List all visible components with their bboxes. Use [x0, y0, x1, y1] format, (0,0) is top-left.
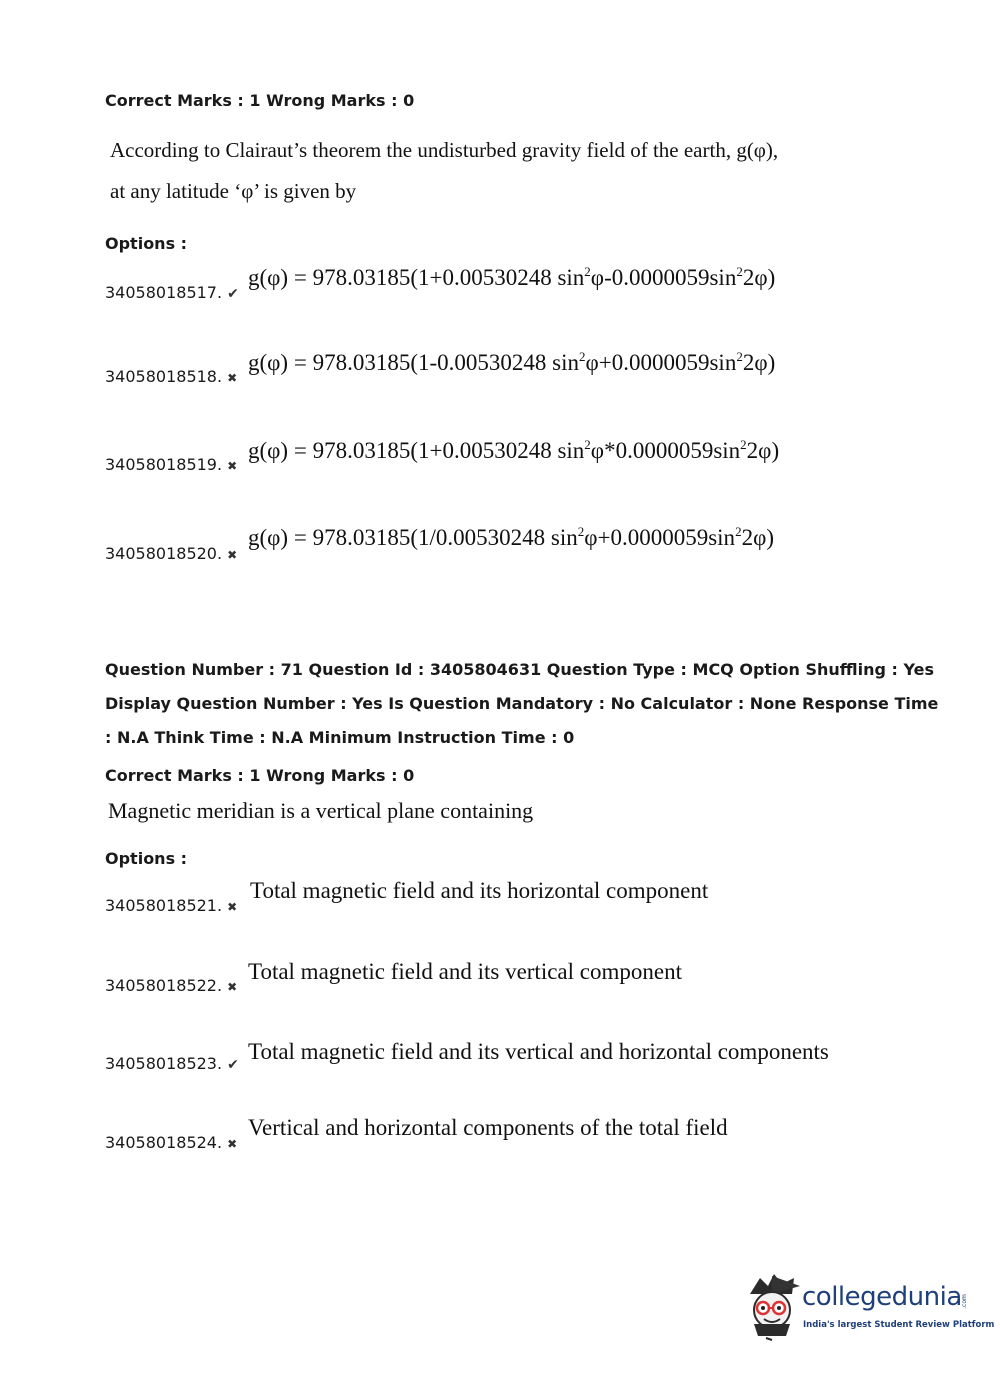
- q70-question: [110, 130, 778, 212]
- option-formula: g(φ) = 978.03185(1+0.00530248 $\sin^2\varphi*0.0000059\sin^22\varphi$): [248, 437, 780, 463]
- logo-domain: .com: [960, 1294, 968, 1309]
- option-formula: g(φ) = 978.03185(1/0.00530248 $\sin^2\varphi+0.0000059\sin^22\varphi$): [248, 524, 774, 550]
- option-id: 34058018517.: [105, 283, 223, 302]
- logo-wordmark: collegedunia: [802, 1282, 962, 1312]
- option-formula: g(φ) = 978.03185(1-0.00530248 $\sin^2\varphi+0.0000059\sin^22\varphi$): [248, 349, 776, 375]
- option-formula: g(φ) = 978.03185(1+0.00530248 $\sin^2\varphi-0.0000059\sin^22\varphi$): [248, 264, 776, 290]
- q71-marks: Correct Marks : 1 Wrong Marks : 0: [105, 766, 415, 785]
- option-text: Vertical and horizontal components of the total field: [248, 1115, 728, 1140]
- q71-header-line3: : N.A Think Time : N.A Minimum Instruction Time : 0: [105, 728, 575, 747]
- logo-tagline: India's largest Student Review Platform: [803, 1320, 995, 1330]
- q71-question: Magnetic meridian is a vertical plane containing: [108, 798, 534, 823]
- q71-header-line2: Display Question Number : Yes Is Question Mandatory : No Calculator : None Response Time: [105, 694, 939, 713]
- q70-question-line2: at any latitude ‘φ’ is given by: [110, 179, 357, 203]
- option-id: 34058018521.: [105, 896, 223, 915]
- option-text: Total magnetic field and its vertical component: [248, 959, 682, 984]
- q70-question-line1: According to Clairaut’s theorem the undisturbed gravity field of the earth, g(φ),: [110, 138, 779, 162]
- cross-icon: ✖: [227, 900, 238, 914]
- cross-icon: ✖: [227, 371, 238, 385]
- option-text: Total magnetic field and its vertical and horizontal components: [248, 1039, 829, 1064]
- q70-options-label: Options :: [105, 234, 188, 253]
- collegedunia-logo: [742, 1272, 995, 1342]
- cross-icon: ✖: [227, 459, 238, 473]
- option-id: 34058018522.: [105, 976, 223, 995]
- check-icon: ✔: [227, 1057, 239, 1073]
- q71-header-line1: Question Number : 71 Question Id : 3405804631 Question Type : MCQ Option Shuffling : Yes: [105, 660, 935, 679]
- option-id: 34058018518.: [105, 367, 223, 386]
- option-text: Total magnetic field and its horizontal component: [250, 878, 709, 903]
- mascot-icon: [742, 1272, 804, 1342]
- option-id: 34058018524.: [105, 1133, 223, 1152]
- option-id: 34058018519.: [105, 455, 223, 474]
- cross-icon: ✖: [227, 548, 238, 562]
- check-icon: ✔: [227, 286, 239, 302]
- q70-marks: Correct Marks : 1 Wrong Marks : 0: [105, 91, 415, 110]
- q71-options-label: Options :: [105, 849, 188, 868]
- option-id: 34058018520.: [105, 544, 223, 563]
- cross-icon: ✖: [227, 980, 238, 994]
- cross-icon: ✖: [227, 1137, 238, 1151]
- option-id: 34058018523.: [105, 1054, 223, 1073]
